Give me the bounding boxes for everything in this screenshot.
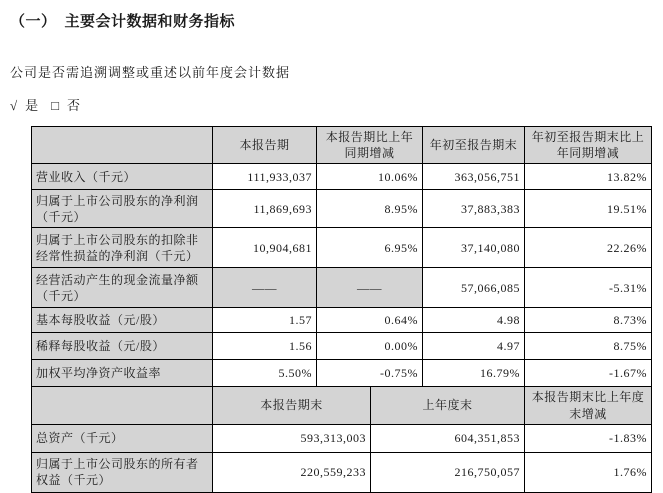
metric-label: 经营活动产生的现金流量净额（千元） xyxy=(32,268,213,308)
metric-value: 5.50% xyxy=(213,360,317,387)
metric-value-na: —— xyxy=(317,268,423,308)
yes-label: 是 xyxy=(25,98,40,113)
metric-label: 归属于上市公司股东的净利润（千元） xyxy=(32,190,213,228)
metric-value: 4.98 xyxy=(423,308,525,333)
metric-value: 220,559,233 xyxy=(213,452,371,492)
metric-value: 593,313,003 xyxy=(213,424,371,452)
metric-value: -0.75% xyxy=(317,360,423,387)
metric-value: 8.75% xyxy=(525,333,652,360)
metric-value: 4.97 xyxy=(423,333,525,360)
metric-value: 37,883,383 xyxy=(423,190,525,228)
metric-label: 基本每股收益（元/股） xyxy=(32,308,213,333)
table-row xyxy=(32,268,652,308)
unchecked-box-icon: □ xyxy=(51,98,61,113)
metric-value: 0.00% xyxy=(317,333,423,360)
metric-label: 营业收入（千元） xyxy=(32,164,213,190)
col-header-current-period: 本报告期 xyxy=(213,127,317,164)
checked-mark-icon: √ xyxy=(10,98,19,113)
metric-value: 37,140,080 xyxy=(423,228,525,268)
col-header-period-end-change: 本报告期末比上年度末增减 xyxy=(525,387,652,424)
metric-value: 0.64% xyxy=(317,308,423,333)
metric-value: 13.82% xyxy=(525,164,652,190)
no-label: 否 xyxy=(67,98,82,113)
metric-value: 216,750,057 xyxy=(371,452,525,492)
table-row xyxy=(32,308,652,333)
metric-value: -1.83% xyxy=(525,424,652,452)
table-row xyxy=(32,190,652,228)
main-indicators-table xyxy=(31,126,652,387)
restatement-answer xyxy=(10,95,653,114)
metric-value: 16.79% xyxy=(423,360,525,387)
table-header-row xyxy=(32,127,652,164)
table-row xyxy=(32,164,652,190)
metric-value: 22.26% xyxy=(525,228,652,268)
metric-label: 总资产（千元） xyxy=(32,424,213,452)
col-header-end-of-prior-year: 上年度末 xyxy=(371,387,525,424)
corner-cell xyxy=(32,127,213,164)
metric-value: 1.76% xyxy=(525,452,652,492)
metric-value: 19.51% xyxy=(525,190,652,228)
restatement-question: 公司是否需追溯调整或重述以前年度会计数据 xyxy=(10,65,291,80)
metric-value: -1.67% xyxy=(525,360,652,387)
metric-value-na: —— xyxy=(213,268,317,308)
metric-value: 1.57 xyxy=(213,308,317,333)
metric-label: 归属于上市公司股东的扣除非经常性损益的净利润（千元） xyxy=(32,228,213,268)
metric-value: -5.31% xyxy=(525,268,652,308)
metric-value: 8.95% xyxy=(317,190,423,228)
metric-value: 57,066,085 xyxy=(423,268,525,308)
metric-value: 604,351,853 xyxy=(371,424,525,452)
period-end-table xyxy=(31,386,652,492)
metric-value: 10.06% xyxy=(317,164,423,190)
table-row xyxy=(32,333,652,360)
table-row xyxy=(32,424,652,452)
metric-value: 6.95% xyxy=(317,228,423,268)
section-title: （一） 主要会计数据和财务指标 xyxy=(10,14,236,30)
col-header-ytd: 年初至报告期末 xyxy=(423,127,525,164)
table-row xyxy=(32,228,652,268)
metric-value: 111,933,037 xyxy=(213,164,317,190)
metric-value: 8.73% xyxy=(525,308,652,333)
table-row xyxy=(32,360,652,387)
metric-value: 363,056,751 xyxy=(423,164,525,190)
metric-label: 加权平均净资产收益率 xyxy=(32,360,213,387)
table-row xyxy=(32,452,652,492)
metric-label: 归属于上市公司股东的所有者权益（千元） xyxy=(32,452,213,492)
metric-label: 稀释每股收益（元/股） xyxy=(32,333,213,360)
table-header-row xyxy=(32,387,652,424)
corner-cell xyxy=(32,387,213,424)
metric-value: 10,904,681 xyxy=(213,228,317,268)
col-header-end-of-period: 本报告期末 xyxy=(213,387,371,424)
col-header-ytd-yoy-change: 年初至报告期末比上年同期增减 xyxy=(525,127,652,164)
metric-value: 11,869,693 xyxy=(213,190,317,228)
metric-value: 1.56 xyxy=(213,333,317,360)
col-header-period-yoy-change: 本报告期比上年同期增减 xyxy=(317,127,423,164)
